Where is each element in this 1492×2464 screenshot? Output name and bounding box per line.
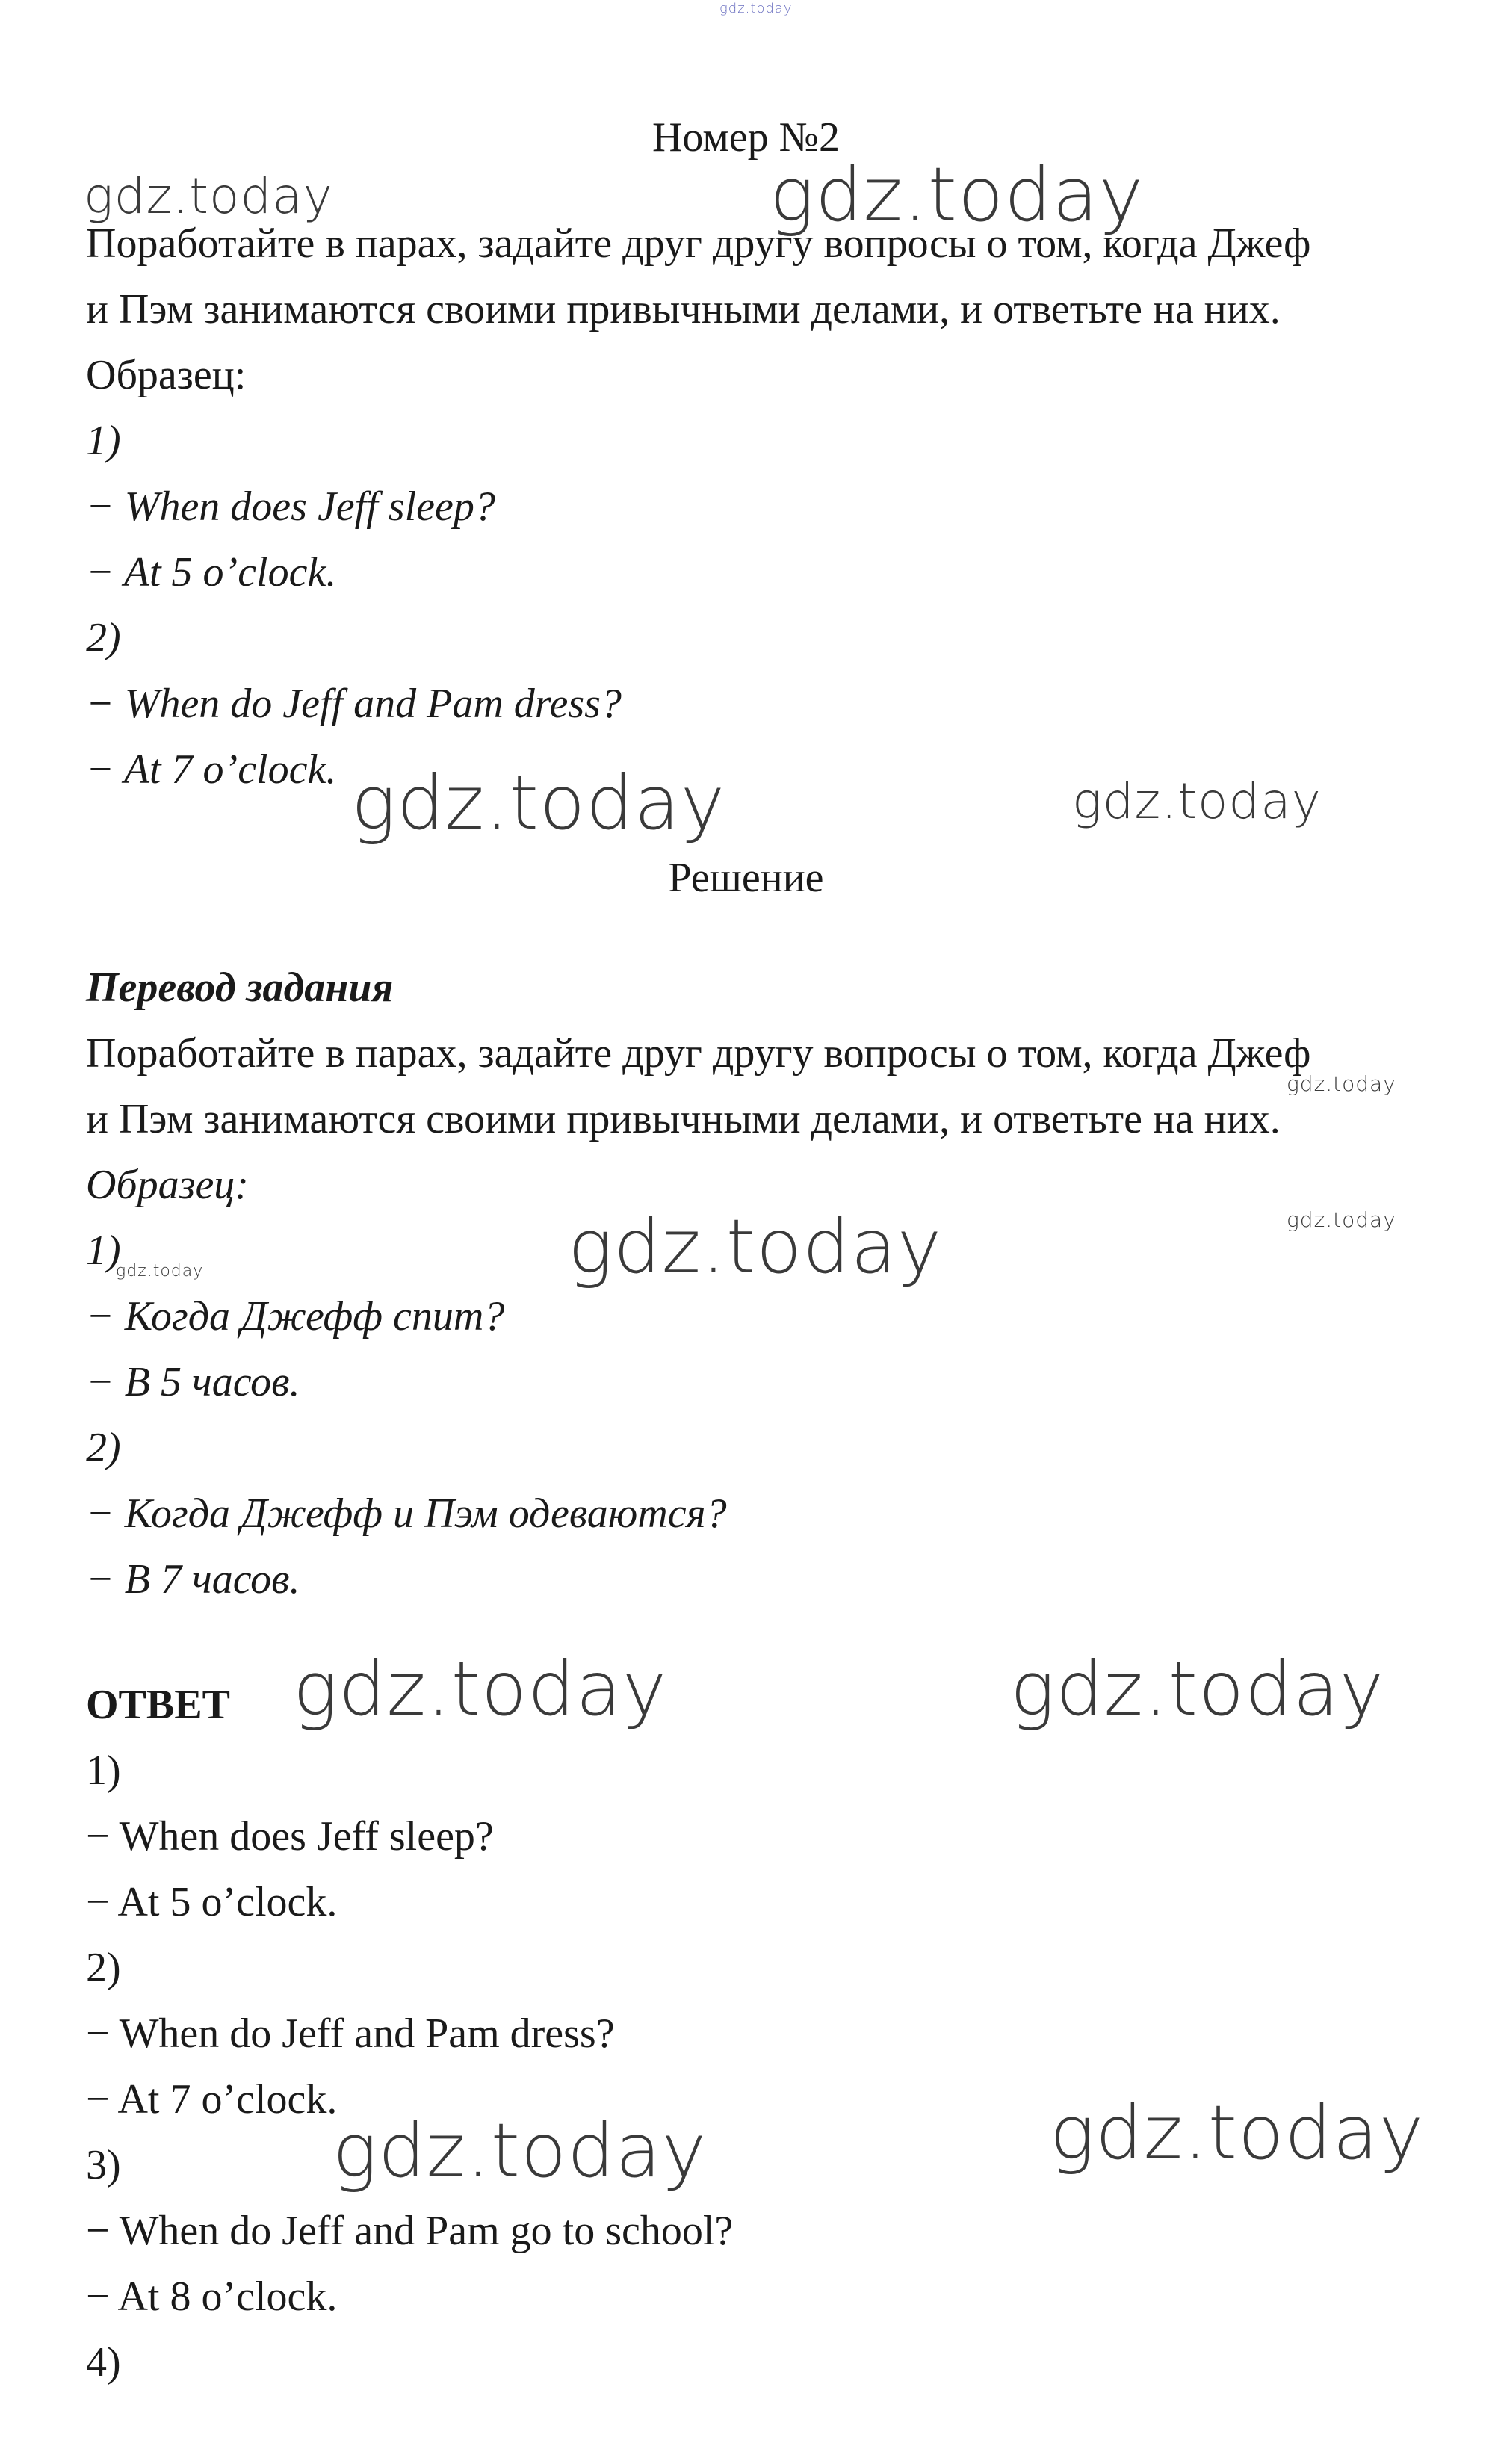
- answer-item: − At 7 o’clock.: [86, 2076, 338, 2123]
- answer-item: − At 8 o’clock.: [86, 2273, 338, 2320]
- task-item: 1): [86, 418, 121, 464]
- solution-item: 2): [86, 1425, 121, 1471]
- watermark: gdz.today: [351, 759, 726, 846]
- solution-item: 1): [86, 1228, 121, 1274]
- answer-item: − When do Jeff and Pam go to school?: [86, 2208, 734, 2254]
- task-text-line-2: и Пэм занимаются своими привычными делами, и ответьте на них.: [86, 286, 1281, 332]
- solution-title: Решение: [668, 855, 824, 901]
- answer-item: 2): [86, 1945, 121, 1991]
- answer-item: − When do Jeff and Pam dress?: [86, 2010, 615, 2057]
- watermark: gdz.today: [1287, 1071, 1396, 1096]
- watermark-top: gdz.today: [719, 1, 793, 16]
- task-item: − At 7 o’clock.: [86, 746, 337, 793]
- task-title: Номер №2: [651, 114, 841, 161]
- answer-item: 4): [86, 2339, 121, 2386]
- watermark: gdz.today: [84, 167, 333, 225]
- solution-sample-label: Образец:: [86, 1162, 249, 1208]
- solution-item: − Когда Джефф спит?: [86, 1293, 505, 1340]
- task-item: 2): [86, 615, 121, 661]
- task-sample-label: Образец:: [86, 352, 247, 398]
- solution-item: − Когда Джефф и Пэм одеваются?: [86, 1491, 727, 1537]
- answer-item: 1): [86, 1748, 121, 1794]
- answer-item: 3): [86, 2142, 121, 2188]
- watermark: gdz.today: [1050, 2089, 1425, 2176]
- solution-item: − В 5 часов.: [86, 1359, 300, 1405]
- watermark: gdz.today: [1287, 1207, 1396, 1232]
- answer-item: − At 5 o’clock.: [86, 1879, 338, 1925]
- answer-item: − When does Jeff sleep?: [86, 1813, 494, 1860]
- solution-text-line-2: и Пэм занимаются своими привычными делами, и ответьте на них.: [86, 1096, 1281, 1142]
- task-item: − When does Jeff sleep?: [86, 483, 495, 530]
- task-text-line-1: Поработайте в парах, задайте друг другу вопросы о том, когда Джеф: [86, 220, 1311, 267]
- watermark: gdz.today: [293, 1645, 668, 1733]
- task-item: − At 5 o’clock.: [86, 549, 337, 595]
- watermark: gdz.today: [568, 1203, 943, 1290]
- watermark: gdz.today: [1072, 773, 1322, 830]
- watermark: gdz.today: [332, 2107, 708, 2194]
- solution-text-line-1: Поработайте в парах, задайте друг другу вопросы о том, когда Джеф: [86, 1030, 1311, 1077]
- answer-heading: ОТВЕТ: [86, 1682, 230, 1728]
- watermark: gdz.today: [770, 151, 1145, 238]
- watermark: gdz.today: [1010, 1645, 1385, 1733]
- translation-heading: Перевод задания: [86, 965, 394, 1011]
- solution-item: − В 7 часов.: [86, 1556, 300, 1603]
- watermark: gdz.today: [116, 1262, 204, 1281]
- task-item: − When do Jeff and Pam dress?: [86, 681, 622, 727]
